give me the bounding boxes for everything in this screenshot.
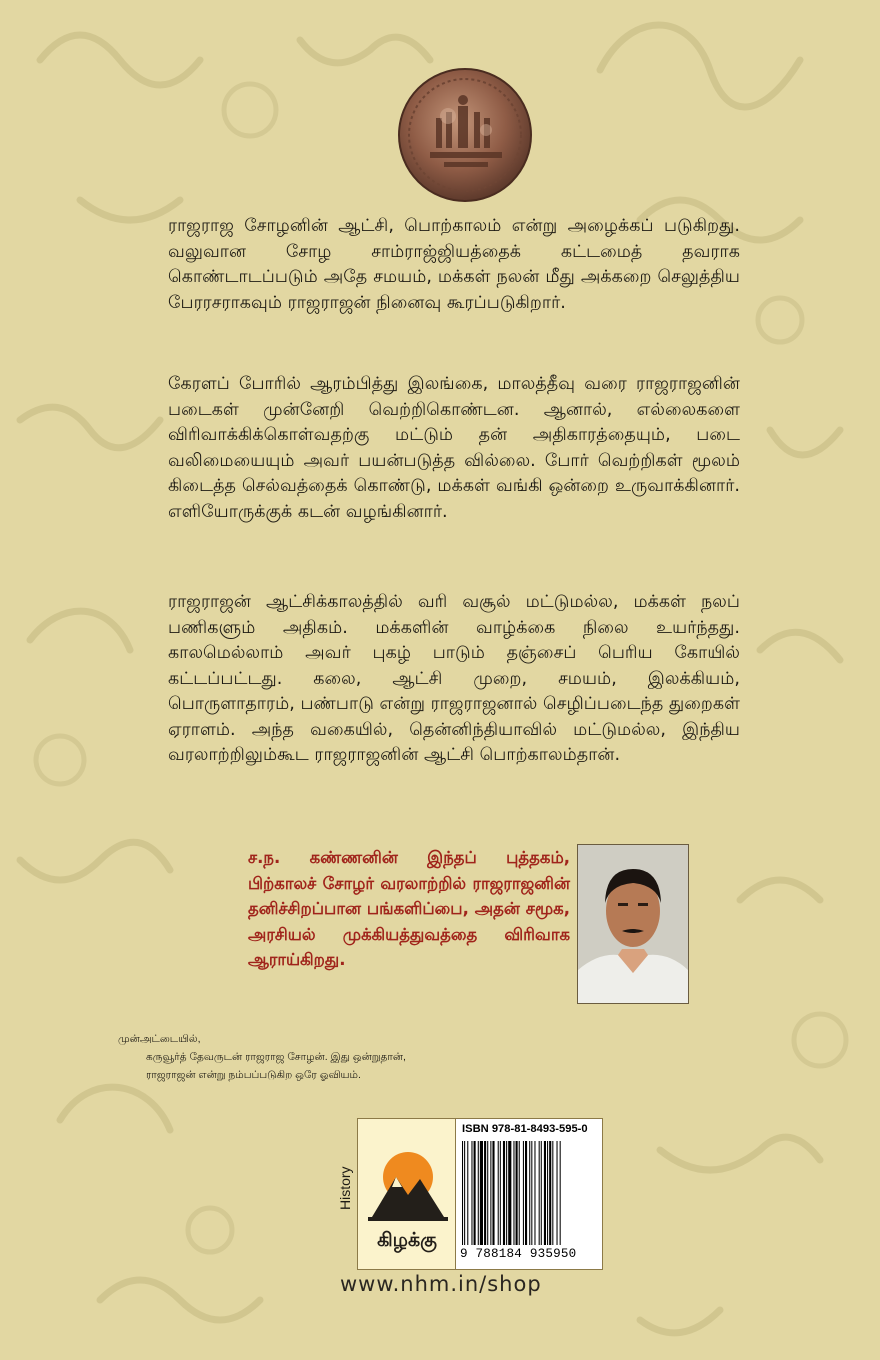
isbn-number: ISBN 978-81-8493-595-0 xyxy=(462,1123,588,1135)
barcode-bar xyxy=(549,1141,551,1245)
barcode-bar xyxy=(516,1141,518,1245)
paragraph-legacy: ராஜராஜன் ஆட்சிக்காலத்தில் வரி வசூல் மட்டுமல்ல, மக்கள் நலப் பணிகளும் அதிகம். மக்களின் வாழ்க்கை நிலை உயர்ந்தது. காலமெல்லாம் அவர் புகழ் பாடும் தஞ்சைப் பெரிய கோயில் கட்டப்பட்டது. கலை, ஆட்சி முறை, சமயம், இலக்கியம், பொருளாதாரம், பண்பாடு என்று ராஜராஜனால் செழிப்படைந்த துறைகள் ஏராளம். அந்த வகையில், தென்னிந்தியாவில் மட்டுமல்ல, இந்திய வரலாற்றிலும்கூட ராஜராஜனின் ஆட்சி பொற்காலம்தான். xyxy=(168,592,740,765)
barcode-bar xyxy=(531,1141,532,1245)
barcode-bar xyxy=(525,1141,527,1245)
author-blurb: ச.ந. கண்ணனின் இந்தப் புத்தகம், பிற்காலச் சோழர் வரலாற்றில் ராஜராஜனின் தனிச்சிறப்பான பங்களிப்பை, அதன் சமூக, அரசியல் முக்கியத்துவத்தை விரிவாக ஆராய்கிறது. xyxy=(248,848,570,970)
barcode-bar xyxy=(480,1141,483,1245)
barcode-panel xyxy=(455,1118,603,1270)
barcode-bar xyxy=(500,1141,501,1245)
barcode-icon xyxy=(462,1141,596,1245)
barcode-bar xyxy=(490,1141,491,1245)
barcode-bar xyxy=(487,1141,488,1245)
barcode-bar xyxy=(552,1141,553,1245)
barcode-bar xyxy=(523,1141,524,1245)
barcode-bar xyxy=(539,1141,540,1245)
caption-line-1: முன்அட்டையில், xyxy=(118,1033,201,1045)
chola-coin-icon xyxy=(396,66,534,204)
barcode-bar xyxy=(464,1141,465,1245)
genre-label: History xyxy=(337,1166,353,1210)
barcode-bar xyxy=(474,1141,476,1245)
barcode-bar xyxy=(534,1141,535,1245)
caption-line-3: ராஜராஜன் என்று நம்பப்படுகிற ஒரே ஓவியம். xyxy=(146,1069,361,1081)
barcode-bar xyxy=(503,1141,505,1245)
barcode-bar xyxy=(498,1141,499,1245)
barcode-bar xyxy=(513,1141,514,1245)
barcode-bar xyxy=(541,1141,542,1245)
paragraph-conquests: கேரளப் போரில் ஆரம்பித்து இலங்கை, மாலத்தீவு வரை ராஜராஜனின் படைகள் முன்னேறி வெற்றிகொண்டன. ஆனால், எல்லைகளை விரிவாக்கிக்கொள்வதற்கு மட்டும் தன் அதிகாரத்தையும், படை வலிமையையும் அவர் பயன்படுத்த வில்லை. போர் வெற்றிகள் மூலம் கிடைத்த செல்வத்தைக் கொண்டு, மக்கள் வங்கி ஒன்றை உருவாக்கினார். எளியோருக்குக் கடன் வழங்கினார். xyxy=(168,374,740,522)
barcode-bar xyxy=(529,1141,530,1245)
cover-caption xyxy=(118,1030,538,1084)
barcode-bar xyxy=(557,1141,558,1245)
author-photo xyxy=(577,844,689,1004)
barcode-bar xyxy=(560,1141,561,1245)
publisher-name: கிழக்கு xyxy=(377,1229,437,1251)
barcode-bar xyxy=(471,1141,472,1245)
barcode-bar xyxy=(478,1141,479,1245)
barcode-bar xyxy=(519,1141,520,1245)
barcode-digits: 9 788184 935950 xyxy=(460,1247,577,1261)
barcode-bar xyxy=(484,1141,486,1245)
barcode-bar xyxy=(508,1141,511,1245)
sun-over-mountains-icon xyxy=(358,1119,456,1229)
caption-line-2: கருவூர்த் தேவருடன் ராஜராஜ சோழன். இது ஒன்றுதான், xyxy=(146,1051,406,1063)
barcode-bar xyxy=(547,1141,548,1245)
publisher-logo xyxy=(357,1118,457,1270)
barcode-bar xyxy=(467,1141,468,1245)
paragraph-intro: ராஜராஜ சோழனின் ஆட்சி, பொற்காலம் என்று அழைக்கப் படுகிறது. வலுவான சோழ சாம்ராஜ்ஜியத்தைக் கட்டமைத் தவராக கொண்டாடப்படும் அதே சமயம், மக்கள் நலன் மீது அக்கறை செலுத்திய பேரரசராகவும் ராஜராஜன் நினைவு கூரப்படுகிறார். xyxy=(168,216,740,313)
barcode-bar xyxy=(544,1141,546,1245)
publisher-url[interactable]: www.nhm.in/shop xyxy=(340,1272,542,1296)
barcode-bar xyxy=(462,1141,463,1245)
barcode-bar xyxy=(506,1141,507,1245)
barcode-bar xyxy=(492,1141,494,1245)
